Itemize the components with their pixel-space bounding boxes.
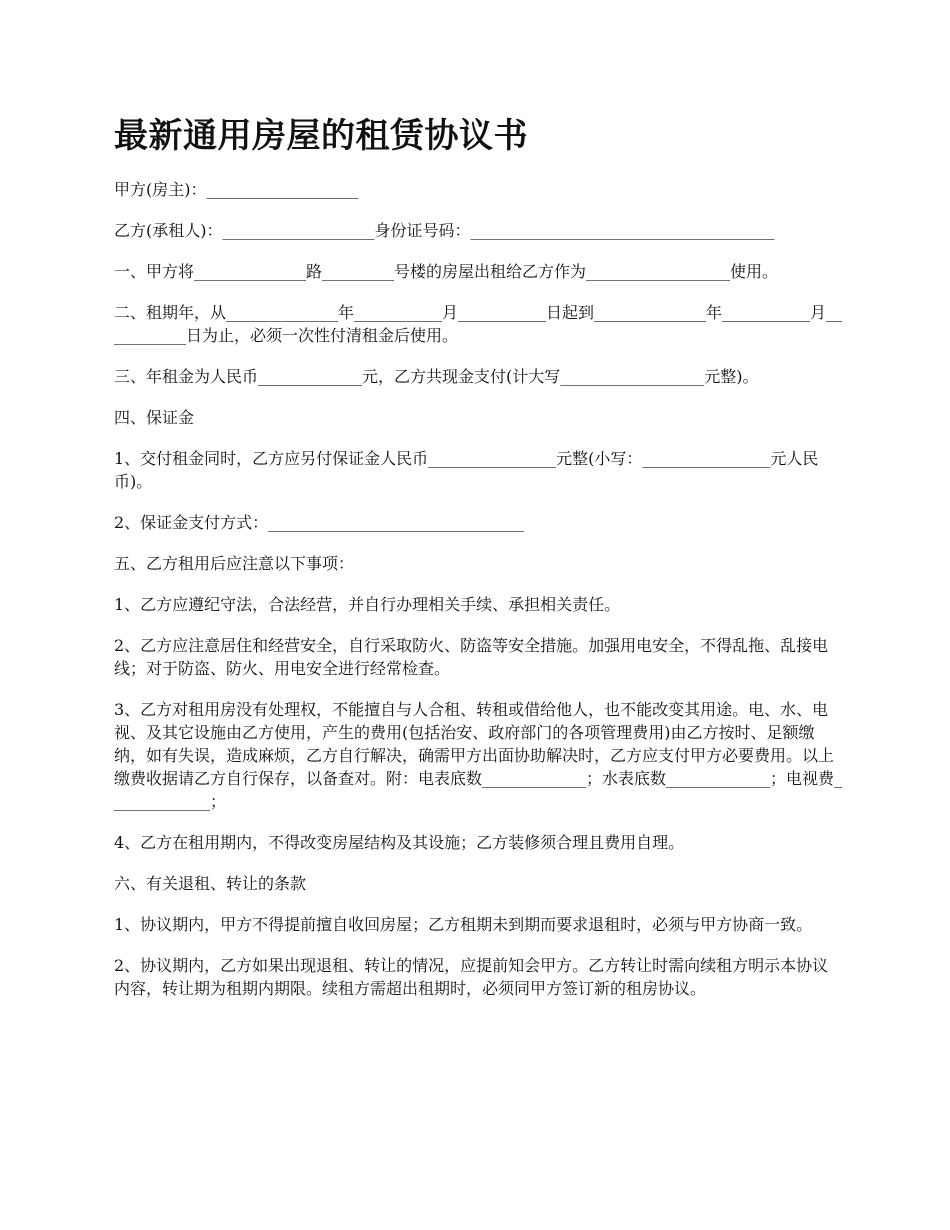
clause-2-lease-term: 二、租期年，从______________年___________月___________日起到______________年___________月___________日为止，必须一次性付清租金后使用。	[114, 303, 843, 345]
clause-5-item-3: 3、乙方对租用房没有处理权，不能擅自与人合租、转租或借给他人，也不能改变其用途。电、水、电视、及其它设施由乙方使用，产生的费用(包括治安、政府部门的各项管理费用)由乙方按时、足额缴纳，如有失误，造成麻烦，乙方自行解决，确需甲方出面协助解决时，乙方应支付甲方必要费用。以上缴费收据请乙方自行保存，以备查对。附：电表底数_____________；水表底数_____________；电视费_____________；	[114, 700, 843, 811]
clause-5-heading: 五、乙方租用后应注意以下事项：	[114, 554, 355, 573]
document-title: 最新通用房屋的租赁协议书	[114, 116, 528, 156]
clause-3-rent: 三、年租金为人民币_____________元，乙方共现金支付(计大写__________________元整)。	[114, 367, 759, 386]
clause-4-heading: 四、保证金	[114, 408, 195, 427]
clause-6-heading: 六、有关退租、转让的条款	[114, 874, 307, 893]
clause-4-item-1: 1、交付租金同时，乙方应另付保证金人民币________________元整(小写：________________元人民币)。	[114, 449, 819, 491]
clause-5-item-4: 4、乙方在租用期内，不得改变房屋结构及其设施；乙方装修须合理且费用自理。	[114, 833, 685, 852]
clause-5-item-1: 1、乙方应遵纪守法，合法经营，并自行办理相关手续、承担相关责任。	[114, 595, 621, 614]
clause-5-item-2: 2、乙方应注意居住和经营安全，自行采取防火、防盗等安全措施。加强用电安全，不得乱拖、乱接电线；对于防盗、防火、用电安全进行经常检查。	[114, 636, 829, 678]
clause-6-item-2: 2、协议期内，乙方如果出现退租、转让的情况，应提前知会甲方。乙方转让时需向续租方明示本协议内容，转让期为租期内期限。续租方需超出租期时，必须同甲方签订新的租房协议。	[114, 956, 829, 998]
clause-1-property: 一、甲方将______________路_________号楼的房屋出租给乙方作为__________________使用。	[114, 262, 779, 281]
clause-6-item-1: 1、协议期内，甲方不得提前擅自收回房屋；乙方租期未到期而要求退租时，必须与甲方协商一致。	[114, 915, 813, 934]
clause-party-b: 乙方(承租人)：___________________身份证号码：______________________________________	[114, 221, 775, 240]
document-body	[114, 178, 842, 1018]
clause-4-item-2: 2、保证金支付方式：________________________________	[114, 513, 525, 532]
clause-party-a: 甲方(房主)：___________________	[114, 180, 359, 199]
